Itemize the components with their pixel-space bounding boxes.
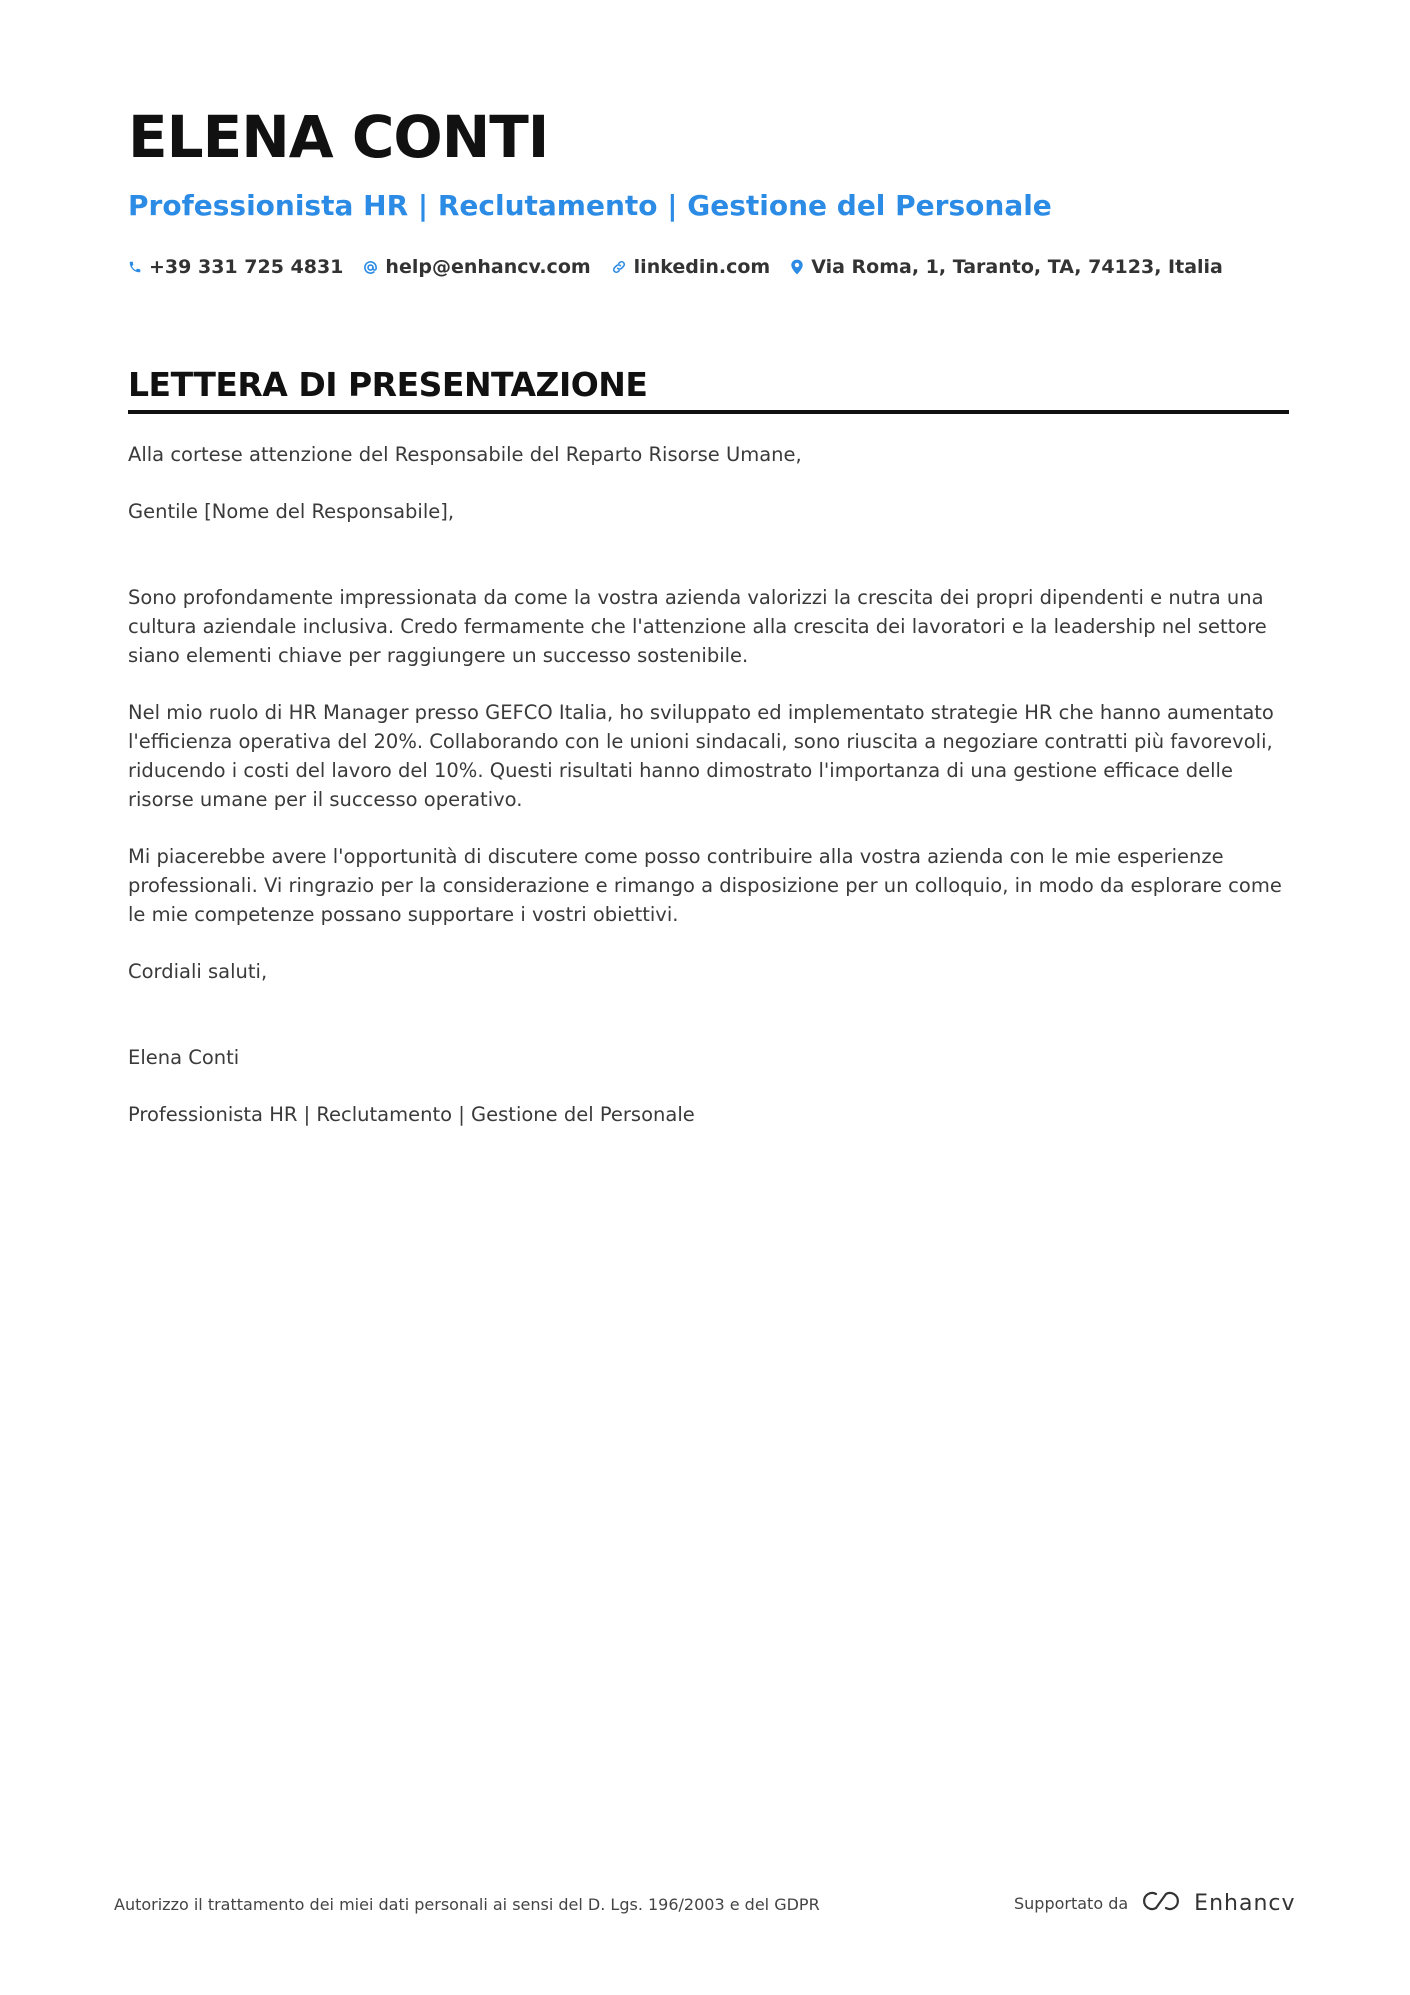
privacy-notice: Autorizzo il trattamento dei miei dati personali ai sensi del D. Lgs. 196/2003 e del GDPR [114, 1895, 820, 1914]
candidate-title: Professionista HR | Reclutamento | Gestione del Personale [128, 189, 1052, 222]
letter-closing: Cordiali saluti, [128, 960, 268, 983]
brand-name: Enhancv [1194, 1890, 1296, 1916]
letter-greeting: Gentile [Nome del Responsabile], [128, 500, 455, 523]
section-title: LETTERA DI PRESENTAZIONE [128, 365, 648, 404]
contact-linkedin[interactable] [611, 256, 771, 278]
contact-linkedin-text: linkedin.com [633, 256, 771, 278]
contact-phone[interactable] [128, 256, 343, 278]
supported-by-label: Supportato da [1014, 1893, 1129, 1913]
contact-bar [128, 256, 1223, 278]
signature-title: Professionista HR | Reclutamento | Gestione del Personale [128, 1103, 695, 1126]
at-icon [363, 260, 378, 275]
contact-address-text: Via Roma, 1, Taranto, TA, 74123, Italia [811, 256, 1223, 278]
letter-recipient: Alla cortese attenzione del Responsabile del Reparto Risorse Umane, [128, 443, 802, 466]
enhancv-logo-icon [1138, 1888, 1184, 1918]
phone-icon [128, 260, 142, 274]
letter-paragraph-3: Mi piacerebbe avere l'opportunità di discutere come posso contribuire alla vostra azienda con le mie esperienze professionali. Vi ringrazio per la considerazione e rimango a disposizione per un colloquio, in modo da esplorare come le mie competenze possano supportare i vostri obiettivi. [128, 845, 1282, 926]
letter-paragraph-1: Sono profondamente impressionata da come la vostra azienda valorizzi la crescita dei propri dipendenti e nutra una cultura aziendale inclusiva. Credo fermamente che l'attenzione alla crescita dei lavoratori e la leadership nel settore siano elementi chiave per raggiungere un successo sostenibile. [128, 586, 1267, 667]
powered-by[interactable] [1014, 1888, 1296, 1918]
location-icon [790, 259, 804, 275]
contact-email-text: help@enhancv.com [385, 256, 591, 278]
contact-email[interactable] [363, 256, 590, 278]
candidate-name: ELENA CONTI [128, 103, 549, 171]
signature-name: Elena Conti [128, 1046, 240, 1069]
section-divider [128, 410, 1289, 414]
letter-body [128, 440, 1293, 1129]
link-icon [611, 259, 627, 275]
contact-phone-text: +39 331 725 4831 [149, 256, 344, 278]
contact-address [790, 256, 1223, 278]
letter-paragraph-2: Nel mio ruolo di HR Manager presso GEFCO Italia, ho sviluppato ed implementato strategie HR che hanno aumentato l'efficienza operativa del 20%. Collaborando con le unioni sindacali, sono riuscita a negoziare contratti più favorevoli, riducendo i costi del lavoro del 10%. Questi risultati hanno dimostrato l'importanza di una gestione efficace delle risorse umane per il successo operativo. [128, 701, 1274, 811]
